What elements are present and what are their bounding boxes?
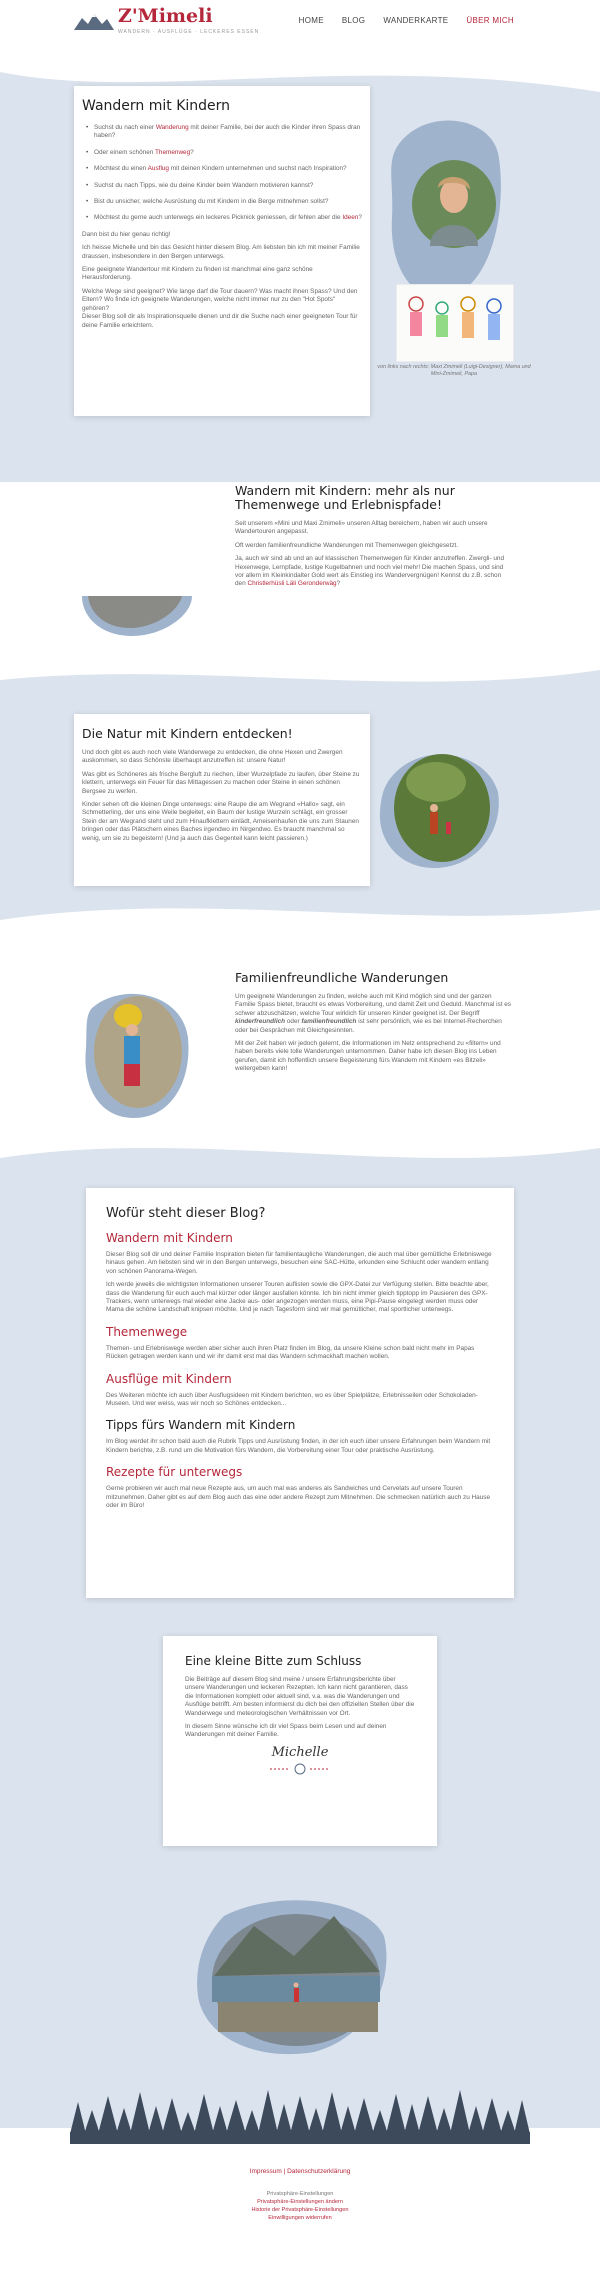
link-impressum[interactable]: Impressum | Datenschutzerklärung (249, 2168, 351, 2175)
nav-ueber-mich[interactable]: ÜBER MICH (466, 16, 514, 25)
mountain-logo-icon (74, 12, 114, 30)
section4-title: Familienfreundliche Wanderungen (235, 970, 449, 985)
intro-p3: Eine geeignete Wandertour mit Kindern zu finden ist manchmal eine ganz schöne Herausforderung. (82, 266, 313, 282)
link-christlerhuesli[interactable]: Christlerhüsli Läli Geronderwäg (247, 580, 337, 588)
section4-p2: Mit der Zeit haben wir jedoch gelernt, die Informationen im Netz entsprechend zu «filtern» und haben bereits viele tolle Wanderungen unternommen. Daher habe ich diesen Blog ins Leben gerufen, damit ich hoffentlich unsere Begeisterung fürs Wandern mit Kindern «es Bitzeli» weitergeben kann! (235, 1040, 501, 1073)
p-wandern1: Dieser Blog soll dir und deiner Familie Inspiration bieten für familientaugliche Wanderungen, die auch mal über gemütliche Erlebniswege hinaus gehen. Am liebsten sind wir in den Bergen unterwegs, besuchen eine SAC-Hütte, erkunden eine Schlucht oder wandern entlang von schönen Panorama-Wegen. (106, 1251, 492, 1275)
heading-rezepte: Rezepte für unterwegs (106, 1465, 243, 1480)
blog-purpose-card (86, 1188, 514, 1598)
section3-title: Die Natur mit Kindern entdecken! (82, 726, 293, 741)
heading-wandern: Wandern mit Kindern (106, 1231, 233, 1245)
link-privacy-change[interactable]: Privatsphäre-Einstellungen ändern (257, 2199, 343, 2205)
p-wandern2: Ich werde jeweils die wichtigsten Informationen unserer Touren auflisten sowie die GPX-Datei zur Verfügung stellen. Bitte beachte aber, dass die Wanderung für euch auch mal kürzer oder länger ausfallen könnte. Ich bin nicht immer gleich tipptopp im Pausieren des GPX-Trackers, wenn unterwegs mal wieder eine Jacke aus- oder angezogen werden muss, eine Pipi-Pause eingelegt werden muss oder Mama die schöne Landschaft knipsen möchte. Und je nach Tagesform sind wir mal gemütlicher, mal sportlicher unterwegs. (106, 1281, 489, 1314)
list-item: • Suchst du nach einer Wanderung mit deiner Familie, bei der auch die Kinder ihren Spass dran haben? (82, 124, 362, 141)
wave-divider (0, 430, 600, 490)
section5-title: Wofür steht dieser Blog? (106, 1206, 266, 1221)
heading-ausfluege: Ausflüge mit Kindern (106, 1371, 232, 1386)
section4 (235, 970, 511, 1079)
section6-title: Eine kleine Bitte zum Schluss (185, 1654, 362, 1668)
intro-p2: Ich heisse Michelle und bin das Gesicht hinter diesem Blog. Am liebsten bin ich mit meiner Familie draussen, insbesondere in den Bergen unterwegs. (82, 244, 360, 260)
site-logo[interactable] (74, 6, 213, 30)
heading-themen: Themenwege (106, 1324, 188, 1339)
p-themen: Themen- und Erlebniswege werden aber sicher auch ihren Platz finden im Blog, da unsere Kleine schon bald nicht mehr im Papas Rücken getragen werden kann und wir ihr damit erst mal das Wandern schmackhaft machen wollen. (106, 1344, 475, 1361)
privacy-heading: Privatsphäre-Einstellungen (266, 2191, 334, 2197)
forest-silhouette (70, 2088, 530, 2144)
drawing-caption: von links nach rechts: Maxi Zmimeli (Luigi-Designer), Mama und Mini-Zmimeli, Papa (377, 364, 531, 377)
intro-title: Wandern mit Kindern (82, 98, 231, 114)
logo-text: Z'Mimeli (118, 5, 213, 27)
section6-p2: In diesem Sinne wünsche ich dir viel Spass beim Lesen und auf deinen Wanderungen mit deiner Familie. (185, 1723, 387, 1739)
family-drawing (396, 284, 514, 362)
nav-home[interactable]: HOME (298, 16, 324, 25)
link-wanderung[interactable]: Wanderung (155, 124, 189, 131)
question-list (82, 124, 362, 223)
portrait-photo (384, 118, 504, 302)
signature-ornament-icon (185, 1760, 415, 1778)
closing-card (163, 1636, 437, 1846)
section2 (235, 484, 505, 594)
heading-tipps: Tipps fürs Wandern mit Kindern (106, 1418, 296, 1433)
list-item: • Oder einem schönen Themenweg? (82, 149, 362, 157)
link-privacy-revoke[interactable]: Einwilligungen widerrufen (268, 2215, 332, 2221)
list-item: • Suchst du nach Tipps, wie du deine Kinder beim Wandern motivieren kannst? (82, 182, 362, 190)
section2-p1: Seit unserem «Mini und Maxi Zmimeli» unseren Alltag bereichern, haben wir auch unsere Wandertouren angepasst. (235, 520, 488, 536)
section3-p3: Kinder sehen oft die kleinen Dinge unterwegs: eine Raupe die am Wegrand «Hallo» sagt, ein Schmetterling, der uns eine Weile begleitet, ein Baum der lustige Wurzeln schlägt, ein grosser Stein der am Wegrand steht und zum Hinaufklettern einlädt, Ameisenhaufen die uns zum Staunen bringen oder das Plätschern eines Baches irgendwo im Nirgendwo. Es braucht manchmal so wenig, um sie zu begeistern! (Und ja auch das Gegenteil kann leicht passieren.) (82, 801, 359, 842)
child-photo (82, 988, 190, 1120)
footer-legal (0, 2168, 600, 2175)
signature: Michelle (271, 1744, 329, 1760)
nav-blog[interactable]: BLOG (341, 16, 366, 25)
p-tipps: Im Blog werdet ihr schon bald auch die Rubrik Tipps und Ausrüstung finden, in der ich euch über unsere Erfahrungen beim Wandern mit Kindern berichte, z.B. rund um die Motivation fürs Wandern, die Vorbereitung einer Tour oder praktische Ausrüstung. (106, 1438, 491, 1454)
section2-p3: Ja, auch wir sind ab und an auf klassischen Themenwegen für Kinder anzutreffen. Zwergli- und Hexenwege, Lernpfade, lustige Kugelbahnen und noch viel mehr! Die machen Spass, und sind vor allem im Kleinkindalter Gold wert als Einstieg ins Wandervergnügen! Kennst du z.B. schon den Christlerhüsli Läli Geronderwäg? (235, 555, 505, 588)
section3-p2: Was gibt es Schöneres als frische Bergluft zu riechen, über Wurzelpfade zu laufen, über Steine zu klettern, unterwegs ein Feuer für das Mittagessen zu machen oder Steine in einen schönen Bergsee zu werfen. (82, 770, 360, 795)
forest-photo (376, 742, 502, 870)
section6-p1: Die Beiträge auf diesem Blog sind meine / unsere Erfahrungsberichte über unsere Wanderungen und leckeren Rezepten. Ich kann nicht garantieren, dass die Informationen komplett oder aktuell sind, v.a. was die Wanderungen und Ausflüge betrifft. Am besten informierst du dich bei den offiziellen Stellen über die Wanderwege und meteorologischen Verhältnissen vor Ort. (185, 1676, 415, 1717)
main-nav (299, 16, 514, 25)
section2-title: Wandern mit Kindern: mehr als nur Themenwege und Erlebnispfade! (235, 483, 455, 512)
section2-p2: Oft werden familienfreundliche Wanderungen mit Themenwegen gleichgesetzt. (235, 541, 459, 549)
link-themenweg[interactable]: Themenweg (155, 148, 191, 156)
intro-p5: Dieser Blog soll dir als Inspirationsquelle dienen und dir die Suche nach einer geeigneten Tour für deine Familie erleichtern. (82, 313, 358, 329)
list-item: • Möchtest du gerne auch unterwegs ein leckeres Picknick geniessen, dir fehlen aber die Ideen? (82, 214, 362, 222)
section3-p1: Und doch gibt es auch noch viele Wanderwege zu entdecken, die ohne Hexen und Zwergen auskommen, so dass Schönste überhaupt anzutreffen ist: unsere Natur! (82, 749, 343, 765)
section4-p1: Um geeignete Wanderungen zu finden, welche auch mit Kind möglich sind und der ganzen Familie Spass bietet, braucht es etwas Vorbereitung, und damit Zeit und Geduld. Manchmal ist es schwer abzuschätzen, welche Tour wirklich für unseren Kinder geeignet ist. Der Begriff kinderfreundlich oder familienfreundlich ist sehr persönlich, wie es bei Internet-Recherchen oder bei Gesprächen mit Gleichgesinnten. (235, 993, 512, 1034)
intro-p1: Dann bist du hier genau richtig! (82, 230, 171, 238)
site-header (0, 0, 600, 42)
p-rezepte: Gerne probieren wir auch mal neue Rezepte aus, um auch mal was anderes als Sandwiches und Cervelats auf unsere Touren mitzunehmen. Daher gibt es auf dem Blog auch das eine oder andere Rezept zum Mitnehmen. Die schmecken natürlich auch zu Hause oder im Büro! (106, 1485, 491, 1510)
lake-photo (194, 1896, 390, 2056)
logo-tagline: WANDERN · AUSFLÜGE · LECKERES ESSEN (118, 29, 260, 35)
link-ausflug[interactable]: Ausflug (147, 165, 169, 173)
nav-wanderkarte[interactable]: WANDERKARTE (383, 16, 449, 25)
intro-card (74, 86, 370, 416)
p-ausfluege: Des Weiteren möchte ich auch über Ausflugsideen mit Kindern berichten, wo es über Spielplätze, Erlebnisseilen oder Schokoladen-Museen. Und wer weiss, was wir noch so Schönes entdecken... (106, 1391, 478, 1408)
intro-p4: Welche Wege sind geeignet? Wie lange darf die Tour dauern? Was macht ihnen Spass? Und den Eltern? Wo finde ich geeignete Wanderungen, welche nicht immer nur zu den "Hot Spots" gehören? (82, 287, 358, 312)
list-item: • Möchtest du einen Ausflug mit deinen Kindern unternehmen und suchst nach Inspiration? (82, 165, 362, 173)
list-item: • Bist du unsicher, welche Ausrüstung du mit Kindern in die Berge mitnehmen sollst? (82, 198, 362, 206)
trail-photo (82, 596, 192, 636)
link-privacy-history[interactable]: Historie der Privatsphäre-Einstellungen (251, 2207, 349, 2213)
privacy-links (0, 2190, 600, 2222)
nature-card (74, 714, 370, 886)
link-ideen[interactable]: Ideen (342, 214, 359, 222)
